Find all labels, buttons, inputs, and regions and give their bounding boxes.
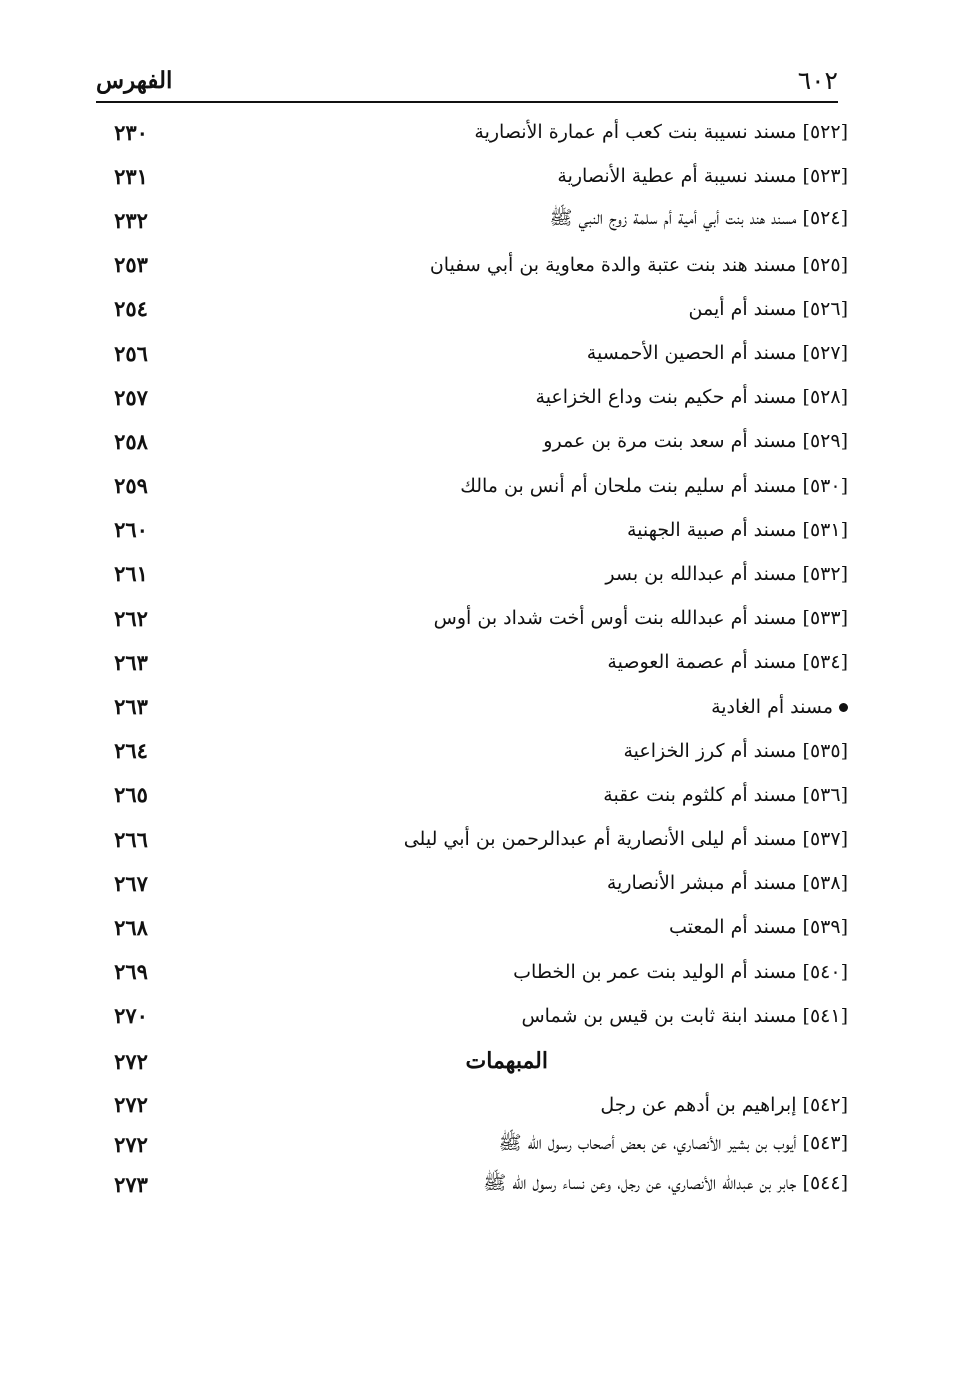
entry-title [711,696,848,718]
index-entry [96,552,848,596]
header-rule [96,101,838,103]
entry-title: [٥٢٥] مسند هند بنت عتبة والدة معاوية بن أبي سفيان [429,253,848,276]
entry-page: ٢٥٧ [114,384,148,410]
entry-title: [٥٣١] مسند أم صبية الجهنية [626,518,848,541]
entry-page: ٢٣٠ [114,119,148,145]
index-entry [96,419,848,463]
index-entry [96,154,848,198]
index-entry [96,905,848,949]
index-entry [96,640,848,684]
index-entry [96,287,848,331]
index-entry [96,331,848,375]
entry-page: ٢٥٤ [114,296,148,322]
entry-title: [٥٢٨] مسند أم حكيم بنت وداع الخزاعية [535,386,848,409]
entry-page: ٢٥٩ [114,473,148,499]
index-entry [96,198,848,242]
entry-page: ٢٧٢ [114,1092,148,1118]
running-title: الفهرس [96,66,173,94]
entry-title: [٥٢٩] مسند أم سعد بنت مرة بن عمرو [543,430,848,453]
entry-page: ٢٦١ [114,561,148,587]
entry-title: [٥٣٩] مسند أم المعتب [668,916,848,939]
entry-page: ٢٧٣ [114,1172,148,1198]
entry-title: [٥٣٣] مسند أم عبدالله بنت أوس أخت شداد بن أوس [433,607,848,630]
index-entry [96,375,848,419]
entry-page: ٢٦٢ [114,605,148,631]
index-entry [96,861,848,905]
section-heading [96,1038,848,1085]
index-entry [96,950,848,994]
entry-title: [٥٢٢] مسند نسيبة بنت كعب أم عمارة الأنصارية [474,121,848,144]
bullet-icon [839,703,848,712]
index-entry [96,729,848,773]
entry-page: ٢٥٣ [114,252,148,278]
entry-title-text: مسند أم الغادية [711,695,833,718]
index-entry [96,1085,848,1125]
entry-page: ٢٦٦ [114,826,148,852]
index-entry [96,773,848,817]
entry-page: ٢٣٢ [114,207,148,233]
entry-page: ٢٣١ [114,163,148,189]
index-entry [96,110,848,154]
entry-page: ٢٦٥ [114,782,148,808]
index-entry [96,817,848,861]
index-entry-bullet [96,684,848,728]
entry-title: [٥٢٦] مسند أم أيمن [688,297,848,320]
index-entry [96,994,848,1038]
index-entry [96,1125,848,1165]
entry-title: [٥٣٢] مسند أم عبدالله بن بسر [605,562,848,585]
index-entry [96,1165,848,1205]
index-list [96,110,848,1205]
entry-title: [٥٢٧] مسند أم الحصين الأحمسية [586,342,848,365]
entry-page: ٢٦٣ [114,649,148,675]
index-entry [96,464,848,508]
entry-page: ٢٦٧ [114,870,148,896]
entry-title: [٥٤٢] إبراهيم بن أدهم عن رجل [600,1093,848,1116]
index-entry [96,243,848,287]
entry-title: [٥٢٤] مسند هند بنت أبي أمية أم سلمة زوج النبي ﷺ [549,207,848,230]
entry-page: ٢٦٠ [114,517,148,543]
entry-title: [٥٤٠] مسند أم الوليد بنت عمر بن الخطاب [513,960,848,983]
entry-title: [٥٣٨] مسند أم مبشر الأنصارية [606,872,848,895]
page-header [96,64,838,96]
section-page: ٢٧٢ [114,1048,148,1074]
entry-page: ٢٦٤ [114,738,148,764]
entry-page: ٢٥٨ [114,428,148,454]
section-title: المبهمات [465,1048,548,1075]
entry-page: ٢٧٠ [114,1003,148,1029]
entry-title: [٥٣٧] مسند أم ليلى الأنصارية أم عبدالرحمن بن أبي ليلى [403,828,848,851]
entry-page: ٢٥٦ [114,340,148,366]
entry-title: [٥٢٣] مسند نسيبة أم عطية الأنصارية [557,165,848,188]
page-number: ٦٠٢ [797,65,838,95]
entry-title: [٥٣٤] مسند أم عصمة العوصية [607,651,848,674]
entry-title: [٥٣٠] مسند أم سليم بنت ملحان أم أنس بن مالك [460,474,848,497]
entry-title: [٥٤٣] أيوب بن بشير الأنصاري، عن بعض أصحاب رسول الله ﷺ [498,1131,848,1154]
entry-title: [٥٤٤] جابر بن عبدالله الأنصاري، عن رجل، وعن نساء رسول الله ﷺ [483,1171,848,1194]
entry-title: [٥٣٦] مسند أم كلثوم بنت عقبة [603,783,848,806]
entry-title: [٥٣٥] مسند أم كرز الخزاعية [623,739,848,762]
entry-page: ٢٦٣ [114,694,148,720]
entry-title: [٥٤١] مسند ابنة ثابت بن قيس بن شماس [521,1004,848,1027]
index-entry [96,596,848,640]
entry-page: ٢٧٢ [114,1132,148,1158]
index-entry [96,508,848,552]
entry-page: ٢٦٨ [114,914,148,940]
entry-page: ٢٦٩ [114,959,148,985]
